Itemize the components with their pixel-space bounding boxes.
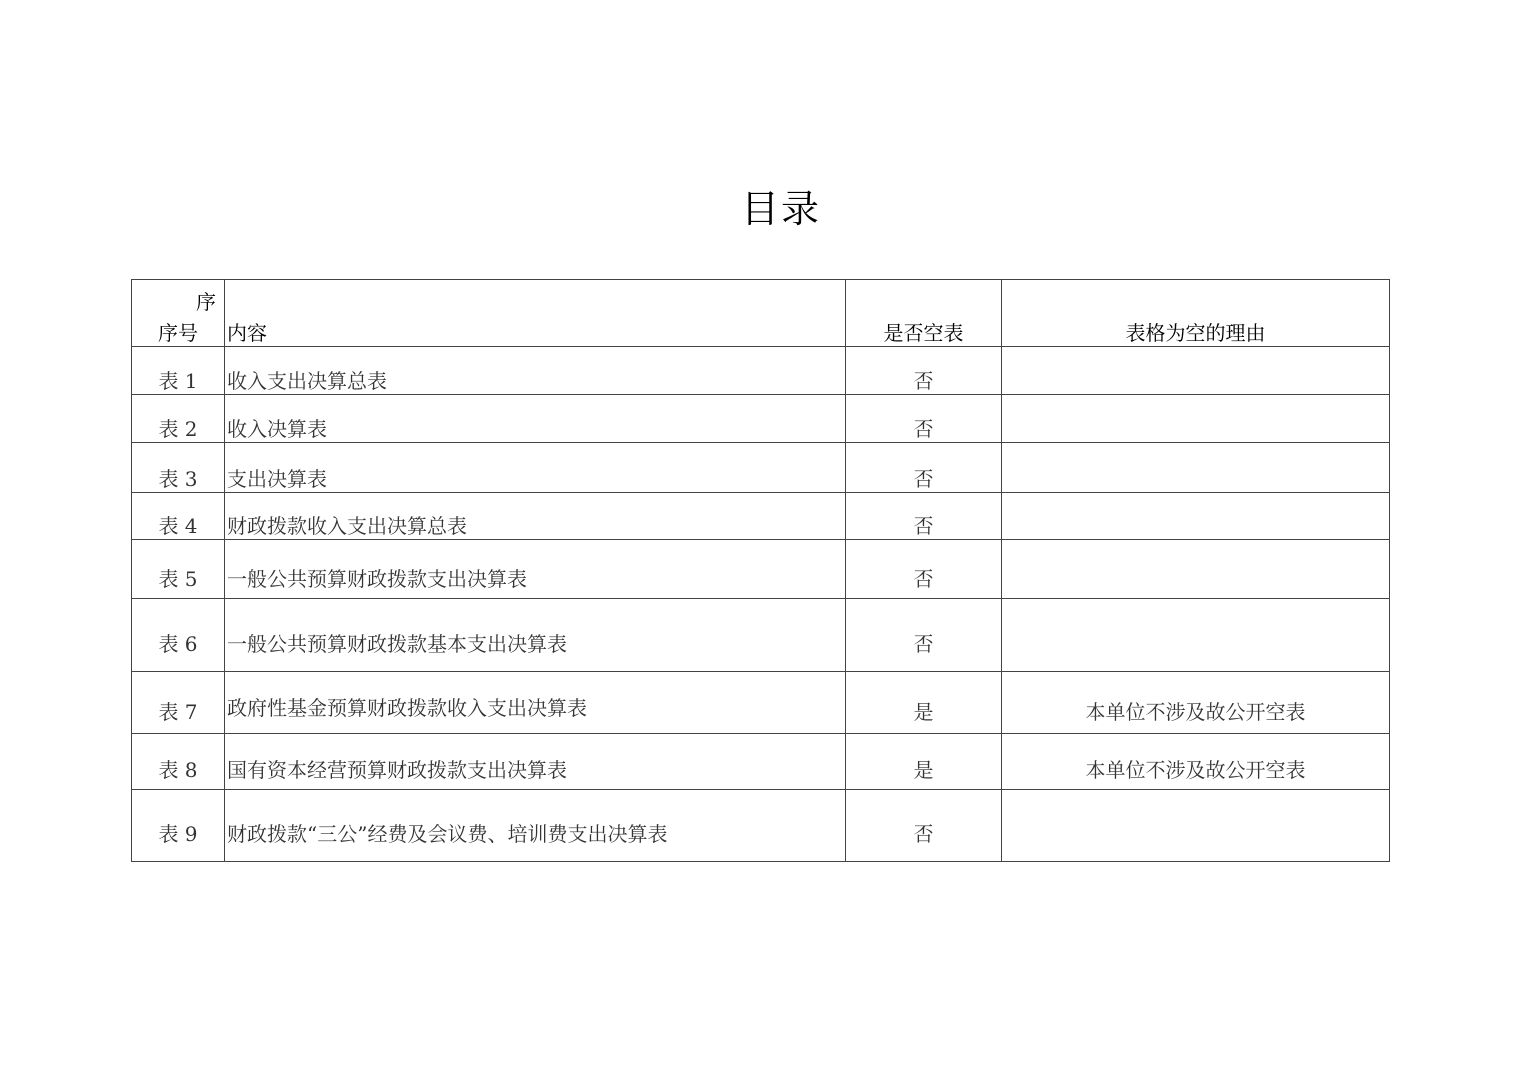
reason-cell (1002, 540, 1390, 599)
is-empty-cell: 否 (846, 493, 1002, 540)
header-is-empty: 是否空表 (846, 280, 1002, 347)
reason-cell (1002, 395, 1390, 443)
content-cell: 财政拨款收入支出决算总表 (225, 493, 846, 540)
toc-table (131, 279, 1390, 862)
header-seq-top: 序 (196, 290, 216, 314)
seq-cell: 表 5 (132, 540, 225, 599)
content-cell: 一般公共预算财政拨款基本支出决算表 (225, 599, 846, 672)
header-reason: 表格为空的理由 (1002, 280, 1390, 347)
table-row (132, 734, 1390, 790)
table-row (132, 790, 1390, 862)
table-row (132, 443, 1390, 493)
table-row (132, 540, 1390, 599)
reason-cell (1002, 347, 1390, 395)
table-row (132, 347, 1390, 395)
content-cell: 政府性基金预算财政拨款收入支出决算表 (225, 672, 846, 734)
reason-cell: 本单位不涉及故公开空表 (1002, 672, 1390, 734)
is-empty-cell: 否 (846, 395, 1002, 443)
table-row (132, 395, 1390, 443)
seq-cell: 表 7 (132, 672, 225, 734)
seq-cell: 表 6 (132, 599, 225, 672)
seq-cell: 表 2 (132, 395, 225, 443)
reason-cell (1002, 790, 1390, 862)
header-seq-label: 序号 (158, 321, 198, 345)
seq-cell: 表 9 (132, 790, 225, 862)
content-cell: 收入决算表 (225, 395, 846, 443)
content-cell: 收入支出决算总表 (225, 347, 846, 395)
is-empty-cell: 否 (846, 790, 1002, 862)
table-row (132, 493, 1390, 540)
seq-cell: 表 1 (132, 347, 225, 395)
seq-cell: 表 3 (132, 443, 225, 493)
content-cell: 财政拨款“三公”经费及会议费、培训费支出决算表 (225, 790, 846, 862)
reason-cell (1002, 443, 1390, 493)
header-seq (132, 280, 225, 347)
reason-cell: 本单位不涉及故公开空表 (1002, 734, 1390, 790)
content-cell: 一般公共预算财政拨款支出决算表 (225, 540, 846, 599)
is-empty-cell: 是 (846, 734, 1002, 790)
is-empty-cell: 否 (846, 443, 1002, 493)
content-cell: 支出决算表 (225, 443, 846, 493)
table-row (132, 599, 1390, 672)
page-title: 目录 (740, 187, 821, 231)
reason-cell (1002, 493, 1390, 540)
reason-cell (1002, 599, 1390, 672)
header-content: 内容 (225, 280, 846, 347)
is-empty-cell: 是 (846, 672, 1002, 734)
is-empty-cell: 否 (846, 540, 1002, 599)
is-empty-cell: 否 (846, 599, 1002, 672)
seq-cell: 表 8 (132, 734, 225, 790)
is-empty-cell: 否 (846, 347, 1002, 395)
seq-cell: 表 4 (132, 493, 225, 540)
content-cell: 国有资本经营预算财政拨款支出决算表 (225, 734, 846, 790)
table-row (132, 672, 1390, 734)
header-row (132, 280, 1390, 347)
